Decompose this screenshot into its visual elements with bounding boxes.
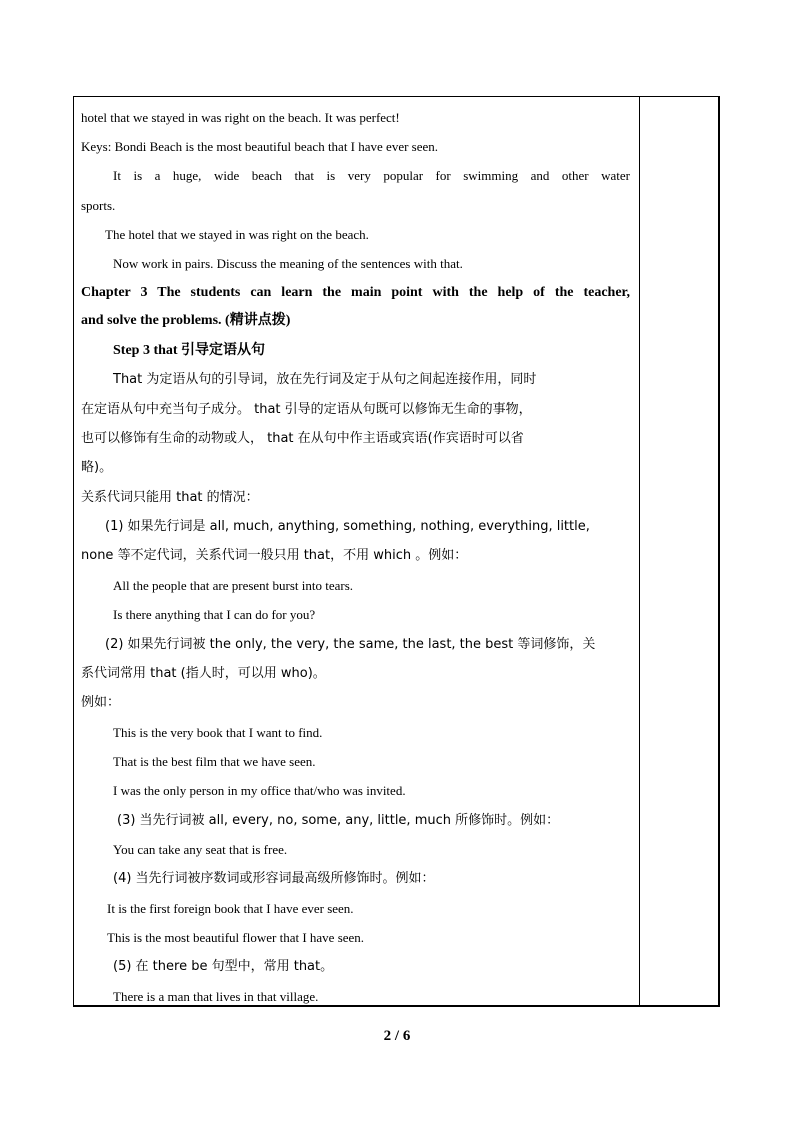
example-sentence: It is the first foreign book that I have ever seen.	[107, 901, 354, 916]
text-line: Now work in pairs. Discuss the meaning of the sentences with that.	[113, 256, 463, 271]
text-line: hotel that we stayed in was right on the beach. It was perfect!	[81, 110, 400, 125]
example-sentence: This is the very book that I want to find.	[113, 725, 323, 740]
text-line: 关系代词只能用 that 的情况：	[81, 490, 259, 505]
text-line: Keys: Bondi Beach is the most beautiful beach that I have ever seen.	[81, 139, 439, 154]
text-line: (1) 如果先行词是 all, much, anything, something, nothing, everything, little,	[105, 519, 590, 534]
step-heading: Step 3 that 引导定语从句	[113, 343, 266, 358]
section-heading: Chapter 3 The students can learn the main point with the help of the teacher,	[81, 285, 630, 300]
text-line: none 等不定代词，关系代词一般只用 that，不用 which 。例如：	[81, 548, 468, 563]
table-column-divider	[639, 97, 640, 1005]
page-number: 2 / 6	[383, 1028, 411, 1044]
text-line: (3) 当先行词被 all, every, no, some, any, little, much 所修饰时。例如：	[117, 813, 560, 828]
text-line: 在定语从句中充当句子成分。 that 引导的定语从句既可以修饰无生命的事物，	[81, 402, 532, 417]
example-sentence: There is a man that lives in that village.	[113, 989, 319, 1004]
text-line: (5) 在 there be 句型中，常用 that。	[113, 959, 334, 974]
text-line: 略)。	[81, 460, 113, 475]
example-sentence: This is the most beautiful flower that I have seen.	[107, 930, 365, 945]
example-sentence: I was the only person in my office that/who was invited.	[113, 783, 406, 798]
example-sentence: That is the best film that we have seen.	[113, 754, 316, 769]
example-sentence: You can take any seat that is free.	[113, 842, 288, 857]
text-line: sports.	[81, 198, 116, 213]
text-line: That 为定语从句的引导词，放在先行词及定于从句之间起连接作用，同时	[113, 372, 537, 387]
text-line: The hotel that we stayed in was right on the beach.	[105, 227, 369, 242]
text-line: (2) 如果先行词被 the only, the very, the same, the last, the best 等词修饰，关	[105, 637, 596, 652]
text-line: 系代词常用 that (指人时，可以用 who)。	[81, 666, 326, 681]
text-line: It is a huge, wide beach that is very popular for swimming and other water	[113, 168, 630, 183]
example-sentence: Is there anything that I can do for you?	[113, 607, 316, 622]
section-heading: and solve the problems. (精讲点拨)	[81, 313, 291, 328]
text-line: 也可以修饰有生命的动物或人， that 在从句中作主语或宾语(作宾语时可以省	[81, 431, 524, 446]
text-line: (4) 当先行词被序数词或形容词最高级所修饰时。例如：	[113, 871, 435, 886]
text-line: 例如：	[81, 695, 121, 710]
example-sentence: All the people that are present burst into tears.	[113, 578, 354, 593]
